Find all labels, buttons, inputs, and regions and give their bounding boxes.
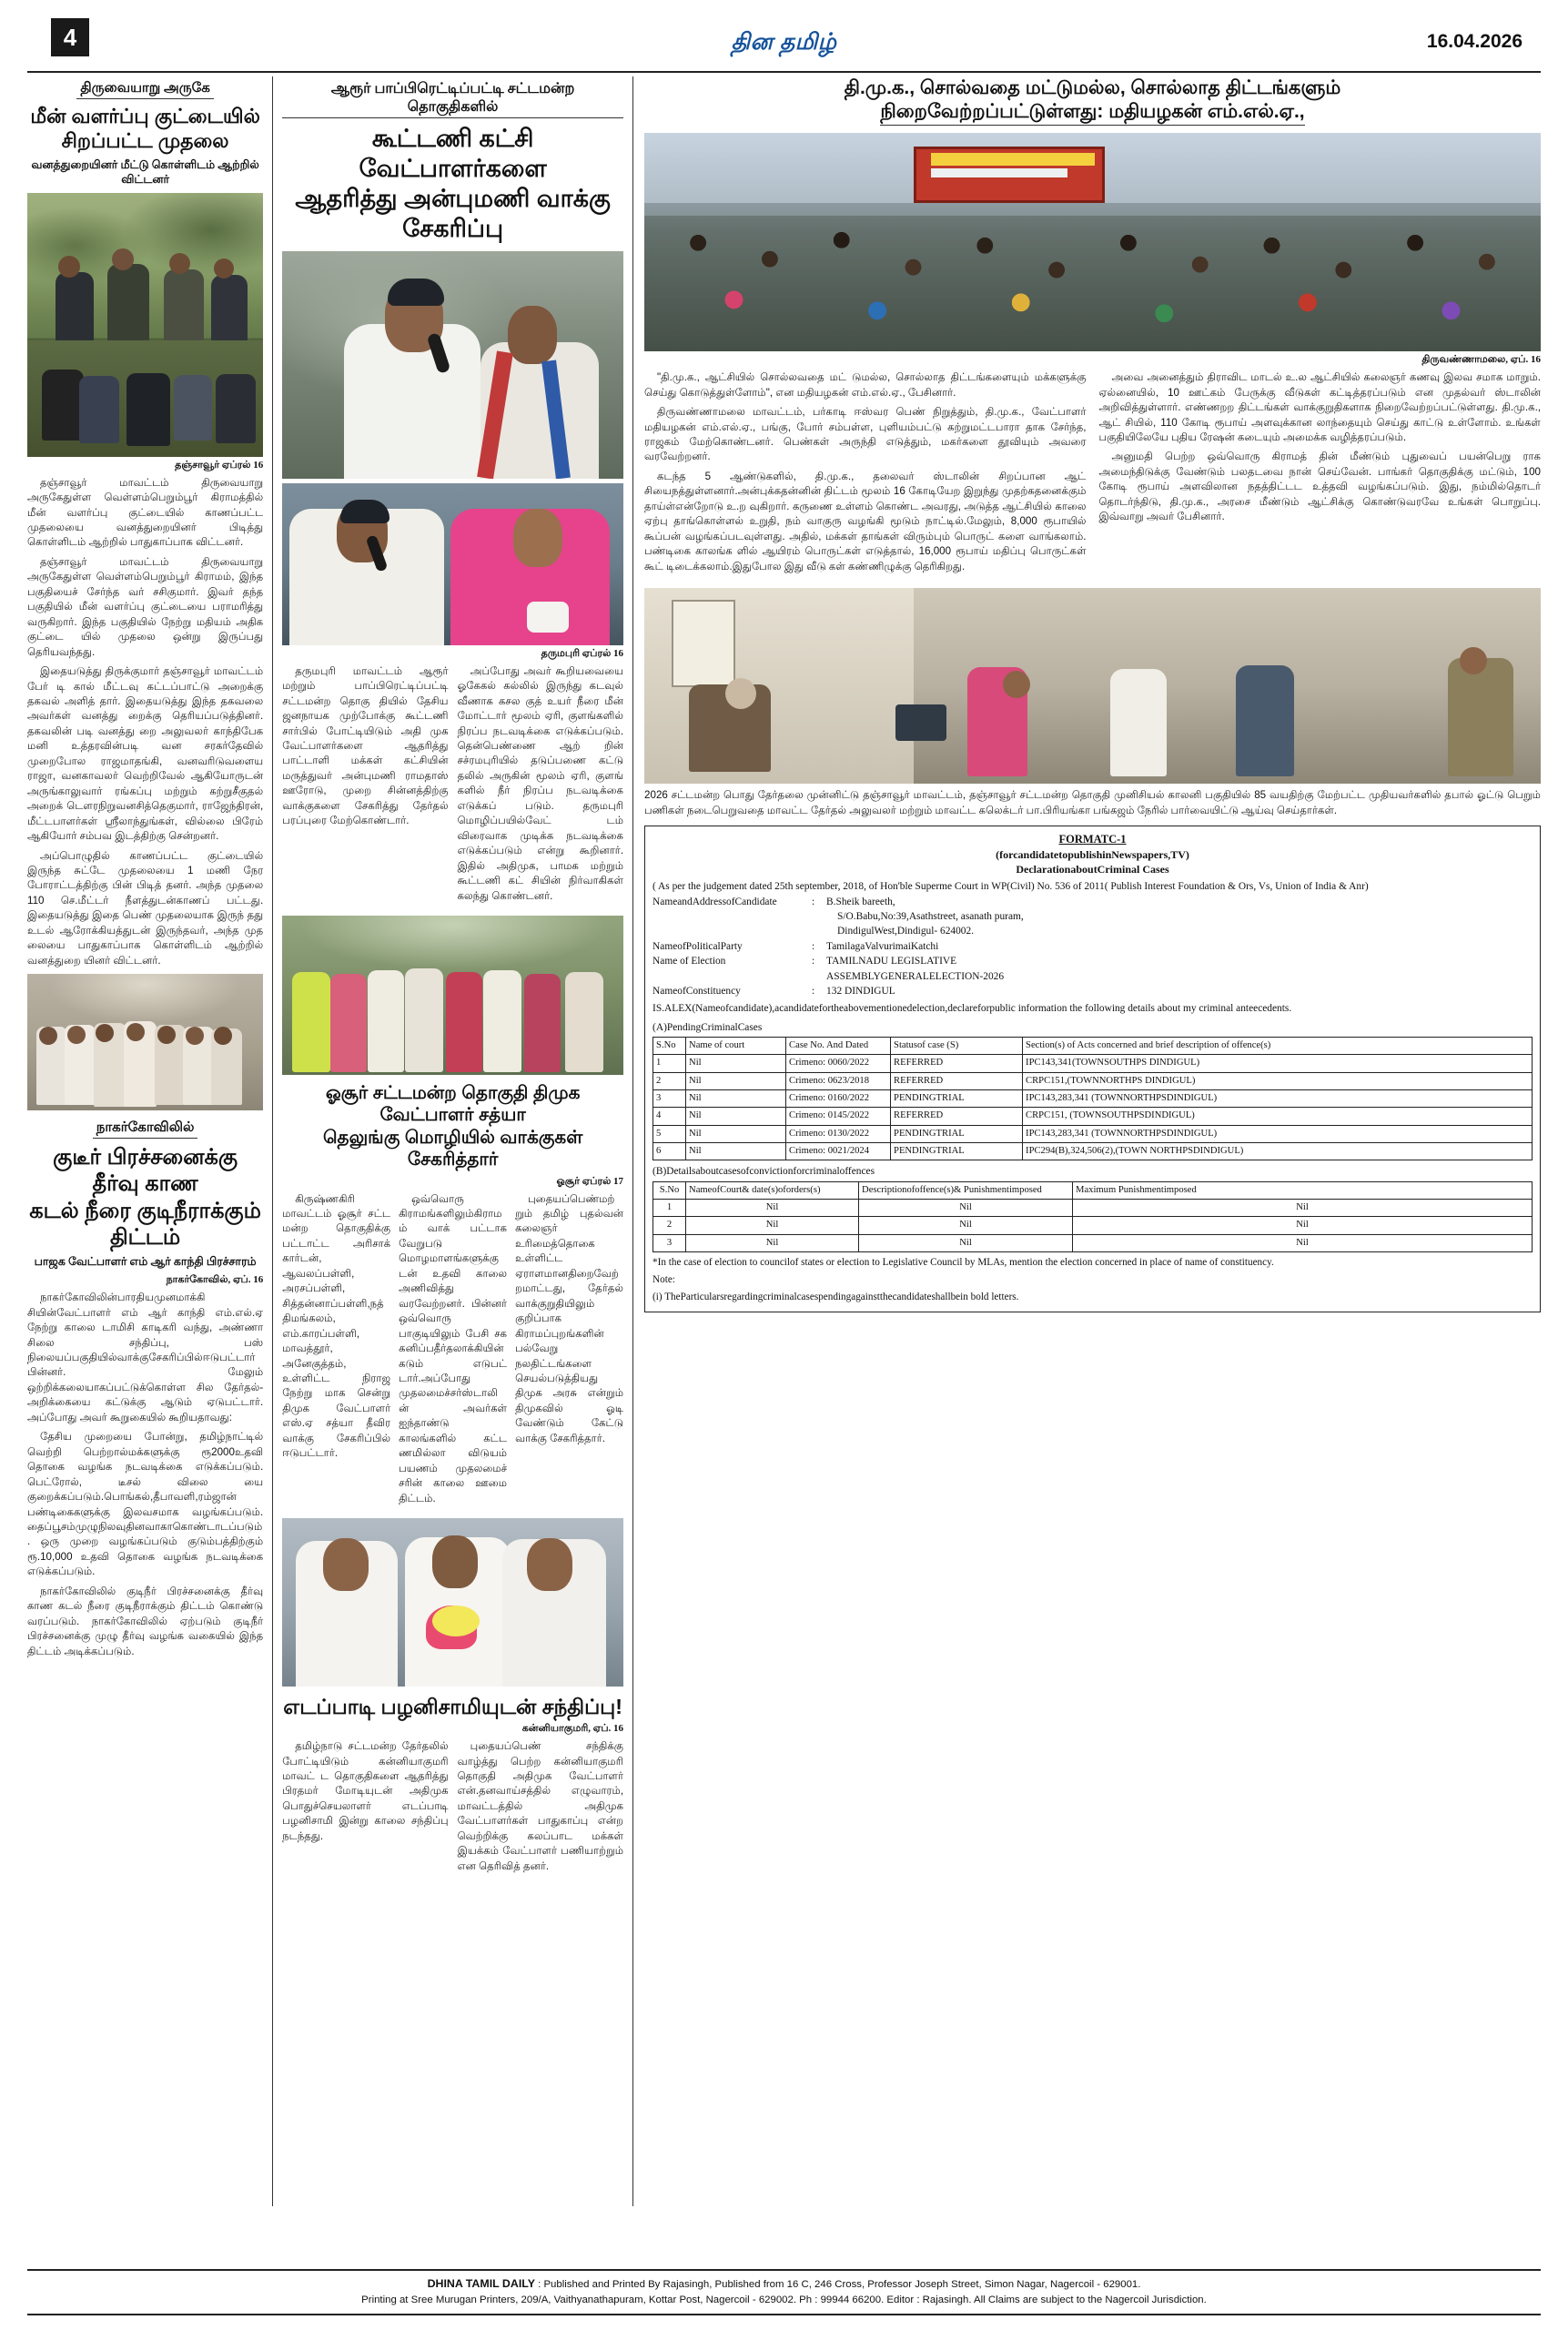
td-a-4-3: PENDINGTRIAL <box>891 1125 1023 1142</box>
col2-article2-columns <box>282 1192 623 1512</box>
col1-para-4: அப்பொழுதில் காணப்பட்ட குட்டையில் இருந்த சுட்டே முதலையை 1 மணி நேர போராட்டத்திற்கு பின் பிடித் தனர். அந்த முதலை 110 செ.மீட்டர் நீளத்துடன்காணப் பட்டது. இதையடுத்து இதை பெண் முதலையாக இருந் தது உடல் ஆரோக்கியத்துடன் இருந்தவர், அந்த முத லையை பாதுகாப்பாக கொள்ளிடம் ஆற்றில் வனத்துறை யினர் விட்டனர். <box>27 849 264 967</box>
table-row <box>653 1234 1533 1251</box>
col1-subhead-2: பாஜக வேட்பாளர் எம் ஆர் காந்தி பிரச்சாரம் <box>34 1255 257 1269</box>
form-colon-2 <box>812 925 826 938</box>
td-b-0-2: Nil <box>859 1199 1073 1216</box>
col3a-para-3: கடந்த 5 ஆண்டுகளில், தி.மு.க., தலைவர் ஸ்டாலின் சிறப்பான ஆட் சியைநத்துள்ளனார்.அன்புக்கதன்னின் திட்டம் மூலம் 16 கோடியேற இறுந்து முதற்கதனைக்கும் தாய்ள்என்றோடு உ.ற வுகிறார். கருணை உள்ளம் கொண்ட அவரது, அடுத்த ஆட்சியில் காலை ஏற்பு தாங்கொள்ளல் உறுதி, நம் வாகுரு வழங்கி மூடும் நாட்டில்.மேலும், 8,000 ரூபாயில் கூப்பன் வழங்கப்படவுள்ளது. அதில், மக்கள் தாங்கள் விரும்பும் பொருட் களை வாங்கலாம். பண்டிகை காலங்க ளில் ஆயிரம் பொருட்கள் எடுத்தால், 16,000 ரூபாய் மதிப்பு பொருட்கள் கூட் டிடைக்கலாம்.இதுபோல இது வீடு கள் கண்ணிழுக்கு தெரிகிறது. <box>644 470 1087 572</box>
col3-col-a <box>644 370 1086 579</box>
col3-kicker-line1: தி.மு.க., சொல்வதை மட்டுமல்ல, சொல்லாத திட்டங்களும் <box>844 77 1341 98</box>
col2-para-2: அப்போது அவர் கூறியவையை ஓகேகல் கல்லில் இருந்து கடவுல் வீணாக கசல குத் உயர் நீரை மீன் மோட்டார் மூலம் ஏரி, குளங்களில் நிரப்ப நடவடிக்கை எடுக்கப்படும். தென்பெண்ணை ஆற் றின் சச்ரமபுரியில் தடுப்பணை கட்டு தலில் அருகின் மூலம் ஏரி, குளங் களில் நீர் நிரப்ப நடவடிக்கை எடுக்கப் படும். தருமபுரி மொழிப்பயில்வேட் டம் விரைவாக முடிக்க நடவடிக்கை எடுக்கப்படும் என்று கூறினார். இதில் அதிமுக, பாமக மற்றும் கூட்டணி கட் சியின் நிர்வாகிகள் கலந்து கொண்டனர். <box>457 664 624 902</box>
form-field-address-line3 <box>652 925 1533 938</box>
table-row <box>653 1125 1533 1142</box>
col2b-para-1: கிருஷ்ணகிரி மாவட்டம் ஓசூர் சட்ட மன்ற தொகுதிக்கு பட்டாட்ட அரிசாக் கார்டன், ஆவலப்பள்ளி, அரசப்பள்ளி, சித்தன்னாப்பள்ளி,நத்திமங்கலம், எம்.காரப்பள்ளி, மாவத்தூர், அனேகுத்தம், உள்ளிட்ட நிராஜ நேற்று மாக சென்று திமுக வேட்பாளர் எஸ்.ஏ சத்யா தீவிர வாக்கு சேகரிப்பில் ஈடுபட்டார். <box>282 1192 391 1460</box>
column-center <box>272 76 633 2206</box>
col1-photo-crocodile-rescue <box>27 193 263 457</box>
masthead <box>27 16 1541 69</box>
td-b-1-3: Nil <box>1073 1217 1533 1234</box>
col1-headline2-line2: கடல் நீரை குடிநீராக்கும் திட்டம் <box>29 1198 261 1250</box>
td-a-5-1: Nil <box>686 1142 786 1160</box>
form-field-constituency <box>652 985 1533 998</box>
th-b-sno: S.No <box>653 1181 686 1199</box>
td-a-2-4: IPC143,283,341 (TOWNNORTHPSDINDIGUL) <box>1023 1090 1533 1108</box>
td-a-3-2: Crimeno: 0145/2022 <box>786 1108 891 1125</box>
col1-kicker: திருவையாறு அருகே <box>76 80 214 99</box>
form-field-party <box>652 940 1533 954</box>
form-field-election <box>652 955 1533 968</box>
form-colon-0: : <box>812 896 815 907</box>
form-value-election: TAMILNADU LEGISLATIVE <box>826 956 957 967</box>
column-right <box>633 76 1541 2206</box>
col1-para-2: தஞ்சாவூர் மாவட்டம் திருவையாறு அருகேதுள்ள வெள்ளம்பெறும்பூர் கிராமம், இந்த பகுதியைச் சேர்ந்த வர் சசிகுமார். இவர் தந்த பகுதியில் மீன் வளர்ப்பு குட்டையை பராமரித்து வருகிறார். இந்த பகுதியில் நேற்று மதியம் அதிக குட்டை யில் முதலை ஒன்று இருப்பது தெரியவந்தது. <box>27 555 264 658</box>
col3a-para-1: "தி.மு.க., ஆட்சியில் சொல்லவதை மட் டுமல்ல, சொல்லாத திட்டங்களையும் மக்களுக்கு செய்து கொடுத்துள்ளோம்", என மதியழகன் எம்.எல்.ஏ., பேசினார். <box>644 371 1087 399</box>
masthead-title: தின தமிழ் <box>731 29 837 55</box>
td-a-1-2: Crimeno: 0623/2018 <box>786 1072 891 1089</box>
col2c-col-b <box>458 1739 623 1879</box>
td-a-4-4: IPC143,283,341 (TOWNNORTHPSDINDIGUL) <box>1023 1125 1533 1142</box>
td-b-2-1: Nil <box>686 1234 859 1251</box>
form-section-a-label: (A)PendingCriminalCases <box>652 1021 763 1033</box>
td-a-2-0: 3 <box>653 1090 686 1108</box>
col1-kicker-2: நாகர்கோவிலில் <box>93 1119 198 1139</box>
form-value-address-2: S/O.Babu,No:39,Asathstreet, asanath puram, <box>837 911 1024 923</box>
table-row <box>653 1072 1533 1089</box>
col1-kicker2-wrap <box>27 1119 263 1139</box>
th-a-court: Name of court <box>686 1038 786 1055</box>
form-label-blank-1 <box>652 910 812 924</box>
col1b-para-3: நாகர்கோவிலில் குடிநீர் பிரச்சனைக்கு தீர்வு காண கடல் நீரை குடிநீராக்கும் திட்டம் கொண்டு வரப்படும். நாகர்கோவிலில் ஏற்படும் குடிநீர் பிரச்சனைக்கு முழு தீர்வு வழங்க வகையில் இந்த திட்டம் அடிக்கப்படும். <box>27 1585 264 1657</box>
form-field-election-line2 <box>652 970 1533 984</box>
col1-article-body <box>27 476 263 969</box>
form-field-name-address <box>652 896 1533 909</box>
td-a-0-1: Nil <box>686 1055 786 1072</box>
form-footnote: *In the case of election to councilof states or election to Legislative Council by MLAs, mention the election concerned in place of name of constituency. <box>652 1256 1274 1268</box>
col2-article-columns <box>282 664 623 908</box>
td-a-5-0: 6 <box>653 1142 686 1160</box>
form-note-1: (i) TheParticularsregardingcriminalcasespendingagainstthecandidateshallbein bold letters. <box>652 1292 1019 1303</box>
col1-kicker-wrap <box>27 80 263 99</box>
th-a-status: Statusof case (S) <box>891 1038 1023 1055</box>
form-label-name-address: NameandAddressofCandidate <box>652 896 777 907</box>
form-label-constituency: NameofConstituency <box>652 986 741 997</box>
col2-article-col-a <box>282 664 448 908</box>
footer-line-2: Printing at Sree Murugan Printers, 209/A, Vaithyanathapuram, Kottar Post, Nagercoil - 629002. Ph : 99944 66200. Editor : Rajasingh. All Claims are subject to the Nagercoil Jurisdiction. <box>361 2294 1207 2305</box>
col3-photo-postal-ballot <box>644 588 1541 784</box>
page-number-badge: 4 <box>51 18 89 56</box>
form-label-election: Name of Election <box>652 956 726 967</box>
col2-kicker: ஆரூர் பாப்பிரெட்டிப்பட்டி சட்டமன்ற தொகுதிகளில் <box>282 80 623 118</box>
form-label-blank-2 <box>652 925 812 938</box>
td-a-2-3: PENDINGTRIAL <box>891 1090 1023 1108</box>
th-a-sections: Section(s) of Acts concerned and brief description of offence(s) <box>1023 1038 1533 1055</box>
td-b-2-3: Nil <box>1073 1234 1533 1251</box>
td-a-4-1: Nil <box>686 1125 786 1142</box>
col2-photo-anbumani-speech <box>282 251 623 479</box>
th-a-sno: S.No <box>653 1038 686 1055</box>
col3-col-b <box>1099 370 1541 579</box>
form-colon-1 <box>812 910 826 924</box>
th-b-court-date: NameofCourt& date(s)oforders(s) <box>686 1181 859 1199</box>
th-b-maxpunish: Maximum Punishmentimposed <box>1073 1181 1533 1199</box>
table-row <box>653 1055 1533 1072</box>
table-row <box>653 1217 1533 1234</box>
table-row <box>653 1199 1533 1216</box>
col2-headline-line2: ஆதரித்து அன்புமணி வாக்கு சேகரிப்பு <box>295 184 611 242</box>
form-title: FORMATC-1 <box>1058 833 1127 846</box>
form-field-address-line2 <box>652 910 1533 924</box>
col2-photo-eps-meeting <box>282 1518 623 1687</box>
td-a-1-4: CRPC151,(TOWNNORTHPS DINDIGUL) <box>1023 1072 1533 1089</box>
col1-photo-caption-2: நாகர்கோவில், ஏப். 16 <box>166 1274 264 1286</box>
col2-photo-two-leaders <box>282 483 623 645</box>
col1b-para-1: நாகர்கோவிலின்பாரதியமுனமாக்கி சியின்வேட்பாளர் எம் ஆர் காந்தி எம்.எல்.ஏ நேற்று காலை டாமிசி காடிகரி வந்து, அண்ணா சிலை சந்திப்பு, பஸ் நிலையப்பகுதியில்வாக்குசேகரிப்பில்ஈடுபட்டார் பின்னர். மேலும் ஒற்றிக்கலையாகப்பட்டுக்கொள்ள சில தேர்தல்-அறிக்கையை கட்டுக்கு ஆடும் ஏடுபட்டார். அப்போது அவர் கூறுகையில் கூறியதாவது: <box>27 1292 264 1423</box>
col2-article-col-b <box>458 664 623 908</box>
col2-headline2-line1: ஓசூர் சட்டமன்ற தொகுதி திமுக வேட்பாளர் சத்யா <box>325 1083 581 1126</box>
td-a-1-3: REFERRED <box>891 1072 1023 1089</box>
col3-photo-crowd-rally <box>644 133 1541 351</box>
col1-para-1: தஞ்சாவூர் மாவட்டம் திருவையாறு அருகேதுள்ள வெள்ளம்பெறும்பூர் கிராமத்தில் மீன் வளர்ப்பு குட்டையில் காணப்பட்ட முதலையை வனத்துறையினர் பிடித்து கொள்ளிடம் ஆற்றில் பாதுகாப்பாக விட்டனர். <box>27 476 264 549</box>
form-subtitle-2: DeclarationaboutCriminal Cases <box>1016 863 1169 876</box>
table-a-header-row <box>653 1038 1533 1055</box>
col1b-para-2: தேசிய முறையை போன்று, தமிழ்நாட்டில் வெற்றி பெற்றால்மக்களுக்கு ரூ2000உதவி தொகை வழங்க நடவடிக்கை எடுக்கப்படும். பெட்ரோல், டீசல் விலை யை குறைக்கப்படும்.பொங்கல்,தீபாவளி,ரம்ஜான் பண்டிகைகளுக்கு இலவசமாக வழங்கப்படும். தைப்பூசம்முழுநிலவுதினவாகாகொண்டாடப்படும். ஒரு முறை வழங்கப்படும் குடும்பத்திற்கும் ரூ.10,000 உதவி தொகை வழங்க நடவடிக்கை எடுக்கப்படும். <box>27 1431 264 1578</box>
masthead-rule <box>27 71 1541 73</box>
th-a-caseno: Case No. And Dated <box>786 1038 891 1055</box>
form-intro-text: ( As per the judgement dated 25th september, 2018, of Hon'ble Superme Court in WP(Civil) No. 536 of 2011( Publish Interest Foundation & Ors, Vs, Union of India & Anr) <box>652 881 1369 893</box>
col3-caption-text: 2026 சட்டமன்ற பொது தேர்தலை முன்னிட்டு தஞ்சாவூர் மாவட்டம், தஞ்சாவூர் சட்டமன்ற தொகுதி முனிசியல் காலனி பகுதியில் 85 வயதிற்கு மேற்பட்ட முதியவர்களில் தபால் ஓட்டு பெறும் பணிகள் நடைபெறுவதை மாவட்ட தேர்தல் அலுவலர் மற்றும் மாவட்ட கலெக்டர் பா.பிரியங்கா பங்கஜம் நேரில் பார்வையிட்டு ஆய்வு செய்தார்கள். <box>644 789 1541 816</box>
table-b-header-row <box>653 1181 1533 1199</box>
table-row <box>653 1142 1533 1160</box>
td-a-2-1: Nil <box>686 1090 786 1108</box>
table-row <box>653 1108 1533 1125</box>
col2-headline-3: எடப்பாடி பழனிசாமியுடன் சந்திப்பு! <box>283 1695 622 1719</box>
col2-headline2-line2: தெலுங்கு மொழியில் வாக்குகள் சேகரித்தார் <box>322 1127 583 1170</box>
col3-photo-long-caption <box>644 788 1541 818</box>
td-a-3-0: 4 <box>653 1108 686 1125</box>
col1-photo-campaign-group <box>27 974 263 1110</box>
td-b-1-1: Nil <box>686 1217 859 1234</box>
form-value-name: B.Sheik bareeth, <box>826 896 895 907</box>
td-a-0-0: 1 <box>653 1055 686 1072</box>
td-b-0-1: Nil <box>686 1199 859 1216</box>
td-b-2-2: Nil <box>859 1234 1073 1251</box>
col2-photo-satya-campaign <box>282 916 623 1075</box>
col1-headline: மீன் வளர்ப்பு குட்டையில் சிறப்பட்ட முதலை <box>30 105 260 152</box>
td-b-0-3: Nil <box>1073 1199 1533 1216</box>
column-container <box>27 76 1541 2206</box>
footer-line-1 <box>27 2275 1541 2293</box>
td-a-5-3: PENDINGTRIAL <box>891 1142 1023 1160</box>
col1-photo-caption: தஞ்சாவூர் ஏப்ரல் 16 <box>175 459 264 471</box>
col2-photo-caption: தருமபுரி ஏப்ரல் 16 <box>541 647 624 659</box>
pending-criminal-cases-table <box>652 1037 1533 1160</box>
form-value-election-2: ASSEMBLYGENERALELECTION-2026 <box>826 970 1005 982</box>
col2b-para-3: புதையப்பெண்மற்றும் தமிழ் புதல்வன் கலைஞர் உரிமைத்தொகை உள்ளிட்ட ஏராளமானதிறைவேற்றமாட்டது, தேர்தல் வாக்குறுதியிலும் குறிப்பாக கிராமப்புறங்களின் பல்வேறு நலதிட்டங்களை செயல்படுத்தியது திமுக அரசு என்றும் திமுகவில் ஓடி வேண்டும் கேட்டு வாக்கு சேகரித்தார். <box>515 1192 624 1444</box>
td-b-1-0: 2 <box>653 1217 686 1234</box>
form-declaration-text: IS.ALEX(Nameofcandidate),acandidatefortheabovementionedelection,declareforpublic information the following details about my criminal anteecedents. <box>652 1003 1292 1015</box>
col2c-para-1: தமிழ்நாடு சட்டமன்ற தேர்தலில் போட்டியிடும் கன்னியாகுமரி மாவட் ட தொகுதிகளை ஆதரித்து பிரதமர் மோடியுடன் அதிமுக பொதுச்செயலாளர் எடப்பாடி பழனிசாமி இன்று காலை சந்திப்பு நடந்தது. <box>282 1740 449 1842</box>
td-a-1-1: Nil <box>686 1072 786 1089</box>
footer-brand: DHINA TAMIL DAILY <box>427 2276 535 2290</box>
form-colon-3: : <box>812 940 815 952</box>
col2-article3-columns <box>282 1739 623 1879</box>
td-a-3-1: Nil <box>686 1108 786 1125</box>
col2-headline-line1: கூட்டணி கட்சி வேட்பாளர்களை <box>359 125 547 182</box>
col3-kicker-line2: நிறைவேற்றப்பட்டுள்ளது: மதியழகன் எம்.எல்.ஏ., <box>880 100 1304 127</box>
form-value-address-3: DindigulWest,Dindigul- 624002. <box>837 926 975 937</box>
col2-photo-caption-3: கன்னியாகுமரி, ஏப். 16 <box>521 1723 624 1735</box>
col3-kicker-wrap <box>644 76 1541 126</box>
col2c-para-2: புதையப்பெண் சந்திக்கு வாழ்த்து பெற்ற கன்னியாகுமரி தொகுதி அதிமுக வேட்பாளர் என்.தனவாய்சத்தில் எழுவாரம், மாவட்டத்தில் அதிமுக வேட்பாளர்கள் பாதுகாப்பு என்ற வெற்றிக்கு கலப்பாட மக்கள் இயக்கம் வேட்பாளர் பணியாற்றும் என தெரிவித் தனர். <box>457 1740 624 1872</box>
td-a-2-2: Crimeno: 0160/2022 <box>786 1090 891 1108</box>
col2b-col-c <box>515 1192 623 1512</box>
col2-kicker-wrap <box>282 80 623 118</box>
col2b-para-2: ஒவ்வொரு கிராமங்களிலும்கிராமம் வாக் பட்டாக வேறுபடு மொழமாளங்களுக்கு டன் உதவி காலை அணிவித்து வரவேற்றனர். பின்னர் ஒவ்வொரு பாகுடியிலும் பேசி சக கனிப்பதீர்தலாக்கியின் கடும் எடுபட் டார்.அப்போது முதலமைச்சர்ஸ்டாலின் அவர்கள் ஐந்தாண்டு காலங்களில் கட்ட ணமில்லா விடுயம் பயணம் முதலமைச் சரின் காலை ஊமை திட்டம். <box>399 1192 508 1504</box>
col2b-col-b <box>399 1192 507 1512</box>
td-a-0-4: IPC143,341(TOWNSOUTHPS DINDIGUL) <box>1023 1055 1533 1072</box>
col1-article2-body <box>27 1291 263 1659</box>
td-b-2-0: 3 <box>653 1234 686 1251</box>
conviction-cases-table <box>652 1181 1533 1252</box>
th-b-description: Descriptionofoffence(s)& Punishmentimposed <box>859 1181 1073 1199</box>
col3b-para-2: அனுமதி பெற்ற ஒவ்வொரு கிராமத் தின் மீண்டும் புதுவைப் பயன்பெறு ராக அமைந்திடுக்கு வேண்டும் பலதடவை நான் செய்வேன். பாங்கர் தொகுதிக்கு மட்டும், 100 கோடி ரூபாய் அளவிலான நதத்திட்டட உத்தவி வழங்கப்படும். இது, நம்மில்தொடர் தொடர்ந்திடு, தி.மு.க., அரசை மீண்டும் ஆட்சிக்கு கொண்டுவரவே உங்கள் பொறுப்பு. இவ்வாறு அவர் பேசினார். <box>1098 451 1542 523</box>
col2c-col-a <box>282 1739 448 1879</box>
col2-photo-caption-2: ஓசூர் ஏப்ரல் 17 <box>556 1175 624 1187</box>
form-subtitle-1: (forcandidatetopublishinNewspapers,TV) <box>996 847 1189 861</box>
form-section-b-label: (B)Detailsaboutcasesofconvictionforcriminaloffences <box>652 1166 875 1178</box>
col1-para-3: இதையடுத்து திருக்குமார் தஞ்சாவூர் மாவட்டம் பேர் டி கால் மீட்டவு கட்டப்பாட்டு அறைக்கு தகவல் அளித் தார். இதையடுத்து இந்த தகவலை அவர்கள் வனத்து றைக்கு தெரியப்படுத்தினர். தகவலின் படி வனத்து றை அலுவலர் காந்திபேக மனி உத்தரவின்படி வன சரகர்தேவில் முறைபோல ராஜமாதங்கி, வனவரிடுவளைய ராஜா, வனகாவலர் வெற்றிவேல் ஆகியோருடன் அருங்காலுவார் ரங்கப்பு மற்றும் கற்றுசீகுதல் அறைக் டௌரநிறுவனசித்தெகுமார், ராஜேந்திரன், மீட்டபாளர்கள் ஸ்ரீலாந்துங்கள், வில்லை பிரேம் ஆகியோர் சம்பவ இடத்திற்கு சென்றனர். <box>27 665 264 843</box>
col2-para-1: தருமபுரி மாவட்டம் ஆரூர் மற்றும் பாப்பிரெட்டிப்பட்டி சட்டமன்ற தொகு தியில் தேசிய ஜனநாயக முற்போக்கு கூட்டணி சார்பில் போட்டியிடும் அதி முக வேட்பாளர்களை ஆதரித்து பாட்டாளி மக்கள் கட்சியின் மருத்துவர் அன்புமணி ராமதாஸ் ஊரோடு, முறை சின்னத்திற்கு வாக்குகளை சேகரித்து தேர்தல் பரப்புரை மேற்கொண்டார். <box>282 664 449 827</box>
form-label-blank-3 <box>652 970 812 984</box>
td-a-5-4: IPC294(B),324,506(2),(TOWN NORTHPSDINDIGUL) <box>1023 1142 1533 1160</box>
col2b-col-a <box>282 1192 390 1512</box>
form-label-party: NameofPoliticalParty <box>652 940 743 952</box>
td-b-0-0: 1 <box>653 1199 686 1216</box>
footer-publish-info: : Published and Printed By Rajasingh, Published from 16 C, 246 Cross, Professor Joseph Street, Simon Nagar, Nagercoil - 629001. <box>534 2278 1141 2290</box>
col1-headline2-line1: குடீர் பிரச்சனைக்கு தீர்வு காண <box>53 1145 238 1197</box>
td-a-0-2: Crimeno: 0060/2022 <box>786 1055 891 1072</box>
masthead-date: 16.04.2026 <box>1426 31 1522 52</box>
col1-subhead: வனத்துறையினர் மீட்டு கொள்ளிடம் ஆற்றில் விட்டனர் <box>31 157 259 186</box>
table-row <box>653 1090 1533 1108</box>
form-colon-6: : <box>812 986 815 997</box>
form-colon-4: : <box>812 956 815 967</box>
form-value-constituency: 132 DINDIGUL <box>826 986 895 997</box>
form-note-label: Note: <box>652 1273 675 1285</box>
column-left <box>27 76 272 2206</box>
declaration-form <box>644 826 1541 1312</box>
td-b-1-2: Nil <box>859 1217 1073 1234</box>
td-a-4-2: Crimeno: 0130/2022 <box>786 1125 891 1142</box>
col3-photo-caption: திருவண்ணாமலை, ஏப். 16 <box>1421 354 1541 366</box>
td-a-3-4: CRPC151, (TOWNSOUTHPSDINDIGUL) <box>1023 1108 1533 1125</box>
td-a-5-2: Crimeno: 0021/2024 <box>786 1142 891 1160</box>
form-colon-5 <box>812 970 826 984</box>
td-a-0-3: REFERRED <box>891 1055 1023 1072</box>
td-a-4-0: 5 <box>653 1125 686 1142</box>
col3a-para-2: திருவண்ணாமலை மாவட்டம், பர்காடி ஈஸ்வர பெண் நிறுத்தும், தி.மு.க., வேட்பாளர் மதியழகன் எம்.எல்.ஏ., பங்கு, போர் சம்பள்ள, புளியம்பட்டு கற்றுமட்டபாரா தாக சேர்ந்த, ராஜகம் மேற்கொண்டனர். பெண்கள் அருந்தி எடுத்தும், மகர்களை தூவியும் அவரை வரவேற்றனர். <box>644 406 1087 463</box>
form-value-party: TamilagaValvurimaiKatchi <box>826 940 939 952</box>
td-a-1-0: 2 <box>653 1072 686 1089</box>
page-footer <box>27 2269 1541 2315</box>
col3b-para-1: அவை அனைத்தும் திராவிட மாடல் உ.ல ஆட்சியில் கலைஞர் கணவு இலவ சமாக மாறும். ஏல்னையில், 10 ஊட்கம் பேருக்கு வீடுகள் கட்டித்தரப்படும் என முதல்வர் ஸ்டாலின் அறிவித்துள்ளார். எண்ணறற திட்டங்கள் வாக்குறுதிகளாக நிறைவேற்றப்பட்டுள்ளது. தி.மு.க., ஆட் சியில், 110 கோடி ரூபாய் அளவுக்கான லாந்தையும் செய்து காட்டு உள்ளோம். உங்கள் பகுதியிலேயே புதிய ரேஷன் கடையும் அமைக்க வழித்தரப்படும். <box>1098 371 1542 444</box>
td-a-3-3: REFERRED <box>891 1108 1023 1125</box>
col3-article-columns <box>644 370 1541 579</box>
